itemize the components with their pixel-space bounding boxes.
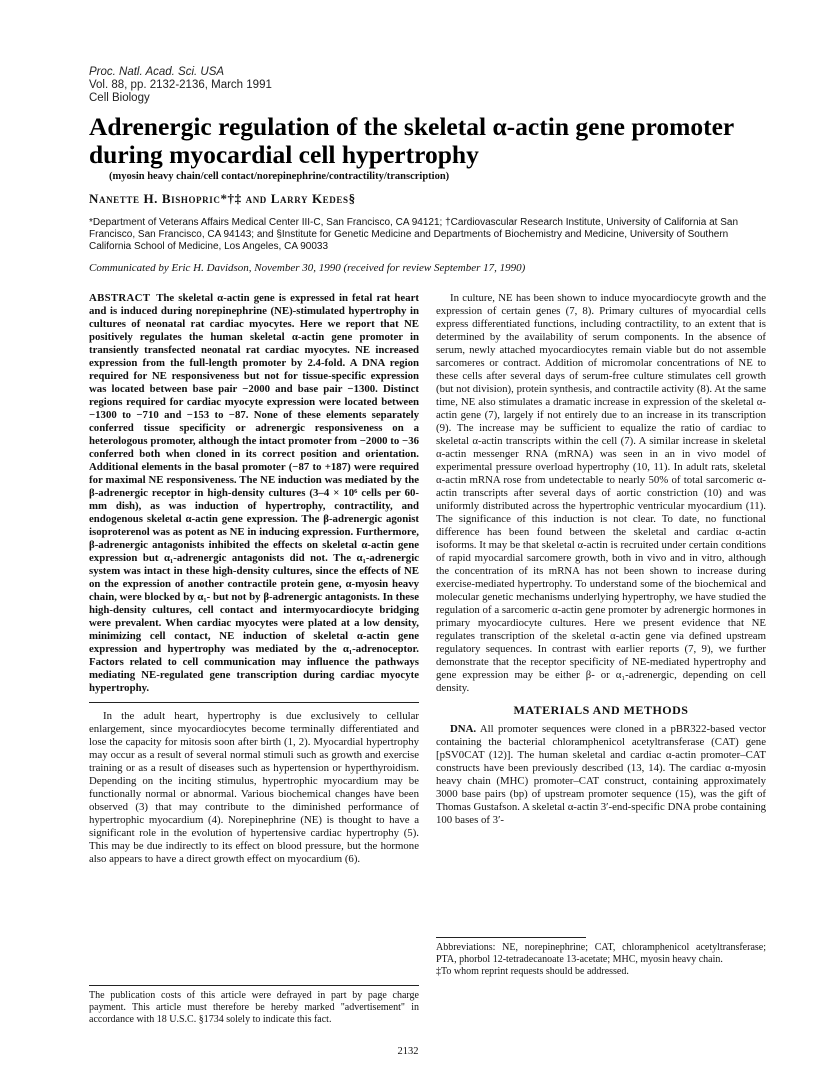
journal-header	[89, 66, 272, 105]
footnote-divider	[89, 985, 419, 986]
intro-paragraph-right: In culture, NE has been shown to induce myocardiocyte growth and the expression of certain genes (7, 8). Primary cultures of myocardial cells express differentiated functions, including contractility, to an extent that is determined by the availability of serum components. In the absence of serum, newly attached myocardiocytes remain viable but do not assemble sarcomeres or contract. Addition of micromolar concentrations of NE to these cells after several days of serum-free culture stimulates cell growth (but not division), protein synthesis, and contractile activity (8). At the same time, NE also stimulates a dramatic increase in expression of the skeletal α-actin gene (7), largely if not entirely due to an increase in its transcription (9). The increase may be sufficient to equalize the ratio of cardiac to skeletal α-actin transcripts within the cell (7). A similar increase in skeletal α-actin messenger RNA (mRNA) was seen in an in vivo model of experimental pressure overload hypertrophy (10, 11). In adult rats, skeletal α-actin mRNA rose from undetectable to nearly 50% of total sarcomeric α-actin transcripts after several days of aortic constriction (10) and was uniformly distributed across the hypertrophic ventricular myocardium (11). The significance of this induction is not clear. To date, no functional difference has been found between the skeletal and cardiac α-actin isoforms. It may be that skeletal α-actin is recruited under certain conditions of rapid myocardial sarcomere growth, both in vivo and in vitro, although the concentration of its mRNA has not been shown to increase during exercise-mediated hypertrophy. To understand some of the biochemical and molecular genetic mechanisms underlying hypertrophy, we have studied the regulation of a sarcomeric α-actin gene promoter by adrenergic hormones in primary myocardiocyte cultures. Here we present evidence that NE regulates transcription of the skeletal α-actin gene via defined upstream regulatory sequences. In contrast with earlier reports (7, 9), we further demonstrate that the receptor specificity of NE-mediated hypertrophy and gene expression may be either β- or α₁-adrenergic, depending on cell density.	[436, 292, 766, 694]
communicated-by: Communicated by Eric H. Davidson, November 30, 1990 (received for review September 17, 1990)	[89, 262, 526, 274]
journal-section: Cell Biology	[89, 92, 150, 104]
abstract-text: The skeletal α-actin gene is expressed in fetal rat heart and is induced during norepinephrine (NE)-stimulated hypertrophy in cultures of neonatal rat cardiac myocytes. Here we report that NE positively regulates the human skeletal α-actin gene promoter in transiently transfected neonatal rat cardiac myocytes. NE increased expression from the full-length promoter by 2.4-fold. A DNA region required for NE responsiveness but not for tissue-specific expression was located between base pair −2000 and base pair −1300. Distinct regions required for cardiac myocyte expression were located between −1300 to −710 and −153 to −87. None of these elements separately conferred tissue specificity or adrenergic responsiveness on a heterologous promoter, although the intact promoter from −2000 to −36 conferred both when cloned in its correct position and orientation. Additional elements in the basal promoter (−87 to +187) were required for maximal NE responsiveness. The NE induction was mediated by the β-adrenergic receptor in high-density cultures (3–4 × 10⁶ cells per 60-mm dish), as was induction of hypertrophy, contractility, and endogenous skeletal α-actin gene expression. The β-adrenergic agonist isoproterenol was as potent as NE in inducing expression. Furthermore, β-adrenergic antagonists inhibited the effects on skeletal α-actin gene expression but α₁-adrenergic antagonists did not. The α₁-adrenergic system was intact in these high-density cultures, since the effects of NE on the expression of another contractile protein gene, α-myosin heavy chain, were blocked by α₁- but not by β-adrenergic antagonists. In these high-density cultures, cell contact and intermyocardiocyte bridging were prevalent. When cardiac myocytes were plated at a low density, minimizing cell contact, NE induction of skeletal α-actin gene expression and hypertrophy was mediated by the α₁-adrenoceptor. Factors related to cell communication may influence the pathways mediating NE-regulated gene transcription during cardiac myocyte hypertrophy.	[89, 292, 419, 694]
abstract-divider	[89, 702, 419, 703]
authors: Nanette H. Bishopric*†‡ and Larry Kedes§	[89, 191, 356, 206]
page-number: 2132	[397, 1046, 419, 1057]
methods-paragraph	[436, 723, 766, 827]
methods-lead: DNA.	[450, 723, 477, 735]
affiliations: *Department of Veterans Affairs Medical Center III-C, San Francisco, CA 94121; †Cardiovascular Research Institute, University of California at San Francisco, San Francisco, CA 94143; and §Institute for Genetic Medicine and Departments of Biochemistry and Medicine, University of Southern California School of Medicine, Los Angeles, CA 90033	[89, 217, 739, 252]
abstract-heading: ABSTRACT	[89, 292, 151, 304]
intro-paragraph-left: In the adult heart, hypertrophy is due exclusively to cellular enlargement, since myocardiocytes become terminally differentiated and lose the capacity for mitosis soon after birth (1, 2). Myocardial hypertrophy may occur as a result of several normal stimuli such as growth and exercise training or as a result of diseases such as hypertension or hyperthyroidism. Depending on the inciting stimulus, hypertrophic myocardium may be functionally normal or abnormal. Various biochemical changes have been observed (3) that may contribute to the diminished performance of hypertrophic myocardium (4). Norepinephrine (NE) is thought to have a significant role in the evolution of hypertensive cardiac hypertrophy (5). This may be due indirectly to its effect on blood pressure, but the hormone also appears to have a direct growth effect on myocardium (6).	[89, 710, 419, 865]
abstract	[89, 292, 419, 695]
article-title: Adrenergic regulation of the skeletal α-actin gene promoter during myocardial cell hypertrophy	[89, 112, 734, 169]
abbreviations-divider	[436, 937, 586, 938]
journal-name: Proc. Natl. Acad. Sci. USA	[89, 66, 225, 78]
keywords: (myosin heavy chain/cell contact/norepinephrine/contractility/transcription)	[109, 171, 450, 182]
left-column	[89, 292, 419, 866]
abbreviations-footnote	[436, 937, 766, 978]
journal-volume: Vol. 88, pp. 2132-2136, March 1991	[89, 79, 272, 91]
methods-heading: MATERIALS AND METHODS	[513, 703, 689, 717]
publication-footnote	[89, 985, 419, 1026]
publication-note: The publication costs of this article were defrayed in part by page charge payment. This article must therefore be hereby marked "advertisement" in accordance with 18 U.S.C. §1734 solely to indicate this fact.	[89, 990, 419, 1025]
reprint-note: ‡To whom reprint requests should be addressed.	[436, 966, 629, 977]
right-column	[436, 292, 766, 827]
methods-text: All promoter sequences were cloned in a pBR322-based vector containing the bacterial chloramphenicol acetyltransferase (CAT) gene [pSV0CAT (12)]. The human skeletal and cardiac α-actin promoter–CAT constructs have been previously described (13, 14). The cardiac α-myosin heavy chain (MHC) promoter–CAT construct, containing approximately 3000 base pairs (bp) of upstream promoter sequence (15), was the gift of Thomas Gustafson. A skeletal α-actin 3′-end-specific DNA probe containing 100 bases of 3′-	[436, 723, 766, 826]
abbreviations: Abbreviations: NE, norepinephrine; CAT, chloramphenicol acetyltransferase; PTA, phorbol 12-tetradecanoate 13-acetate; MHC, myosin heavy chain.	[436, 942, 766, 965]
